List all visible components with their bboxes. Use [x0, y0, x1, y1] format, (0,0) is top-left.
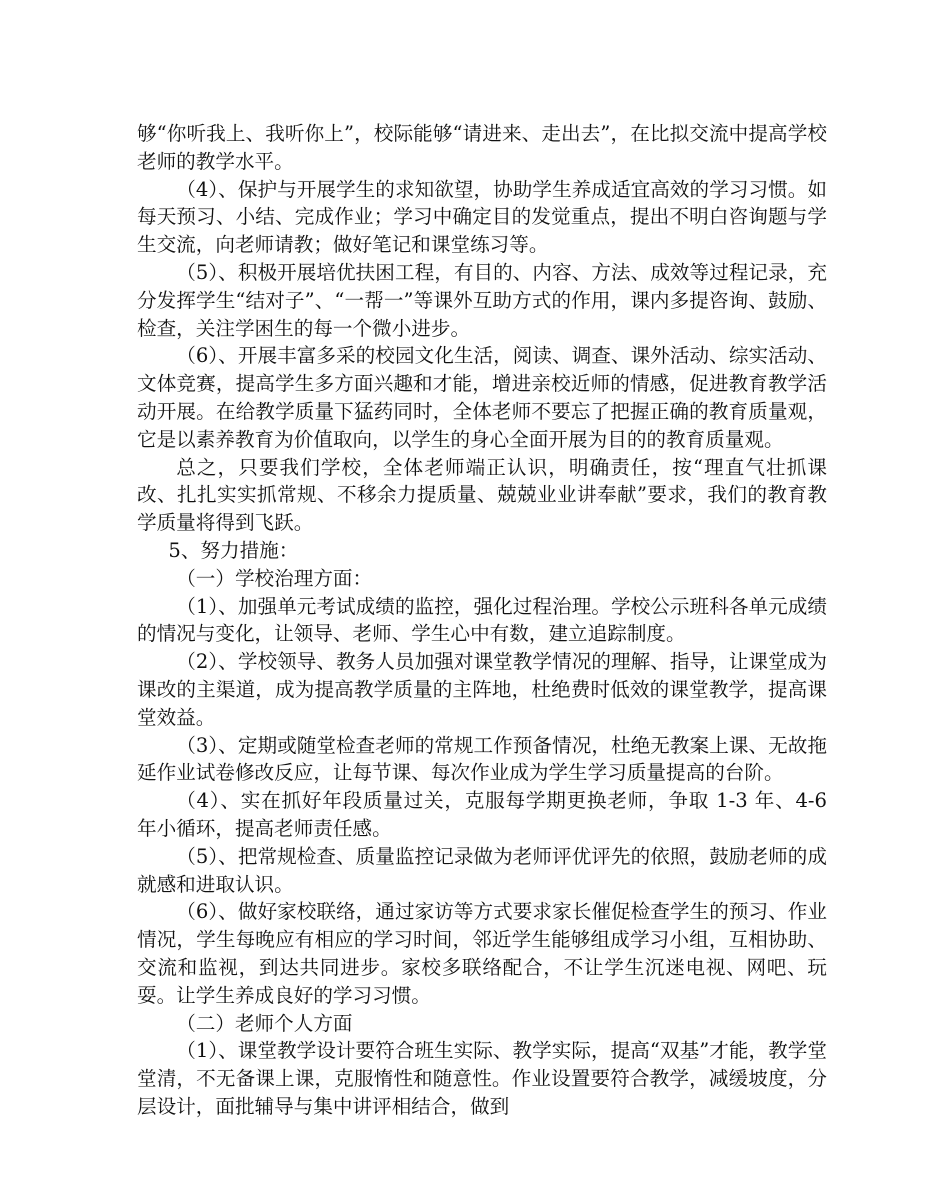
school-item-1: （1）、加强单元考试成绩的监控，强化过程治理。学校公示班科各单元成绩的情况与变化，让领导、老师、学生心中有数，建立追踪制度。: [137, 594, 827, 646]
paragraph-continuation: 够“你听我上、我听你上”，校际能够“请进来、走出去”，在比拟交流中提高学校老师的教学水平。: [137, 122, 827, 173]
paragraph-summary: 总之，只要我们学校，全体老师端正认识，明确责任，按“理直气壮抓课改、扎扎实实抓常规、不移余力提质量、兢兢业业讲奉献”要求，我们的教育教学质量将得到飞跃。: [137, 455, 827, 535]
teacher-item-1: （1）、课堂教学设计要符合班生实际、教学实际，提高“双基”才能，教学堂堂清，不无备课上课，克服惰性和随意性。作业设置要符合教学，减缓坡度，分层设计，面批辅导与集中讲评相结合，做到: [137, 1039, 827, 1118]
subsection-heading-teacher: （二）老师个人方面: [176, 1011, 353, 1035]
school-item-4: （4）、实在抓好年段质量过关，克服每学期更换老师，争取 1-3 年、4-6 年小循环，提高老师责任感。: [137, 789, 827, 840]
document-page: [137, 120, 827, 1121]
school-item-5: （5）、把常规检查、质量监控记录做为老师评优评先的依照，鼓励老师的成就感和进取认识。: [137, 844, 827, 896]
section-heading-measures: 5、努力措施：: [168, 538, 299, 562]
school-item-6: （6）、做好家校联络，通过家访等方式要求家长催促检查学生的预习、作业情况，学生每晚应有相应的学习时间，邻近学生能够组成学习小组，互相协助、交流和监视，到达共同进步。家校多联络配合，不让学生沉迷电视、网吧、玩耍。让学生养成良好的学习习惯。: [137, 900, 827, 1007]
paragraph-item-4: （4）、保护与开展学生的求知欲望，协助学生养成适宜高效的学习习惯。如每天预习、小结、完成作业；学习中确定目的发觉重点，提出不明白咨询题与学生交流，向老师请教；做好笔记和课堂练习等。: [137, 177, 827, 257]
school-item-3: （3）、定期或随堂检查老师的常规工作预备情况，杜绝无教案上课、无故拖延作业试卷修改反应，让每节课、每次作业成为学生学习质量提高的台阶。: [137, 733, 827, 785]
paragraph-item-5: （5）、积极开展培优扶困工程，有目的、内容、方法、成效等过程记录，充分发挥学生“结对子”、“一帮一”等课外互助方式的作用，课内多提咨询、鼓励、检查，关注学困生的每一个微小进步。: [137, 260, 827, 340]
paragraph-item-6: （6）、开展丰富多采的校园文化生活，阅读、调查、课外活动、综实活动、文体竞赛，提高学生多方面兴趣和才能，增进亲校近师的情感，促进教育教学活动开展。在给教学质量下猛药同时，全体老师不要忘了把握正确的教育质量观，它是以素养教育为价值取向，以学生的身心全面开展为目的的教育质量观。: [137, 344, 827, 451]
subsection-heading-school: （一）学校治理方面：: [176, 566, 373, 590]
school-item-2: （2）、学校领导、教务人员加强对课堂教学情况的理解、指导，让课堂成为课改的主渠道，成为提高教学质量的主阵地，杜绝费时低效的课堂教学，提高课堂效益。: [137, 650, 827, 729]
